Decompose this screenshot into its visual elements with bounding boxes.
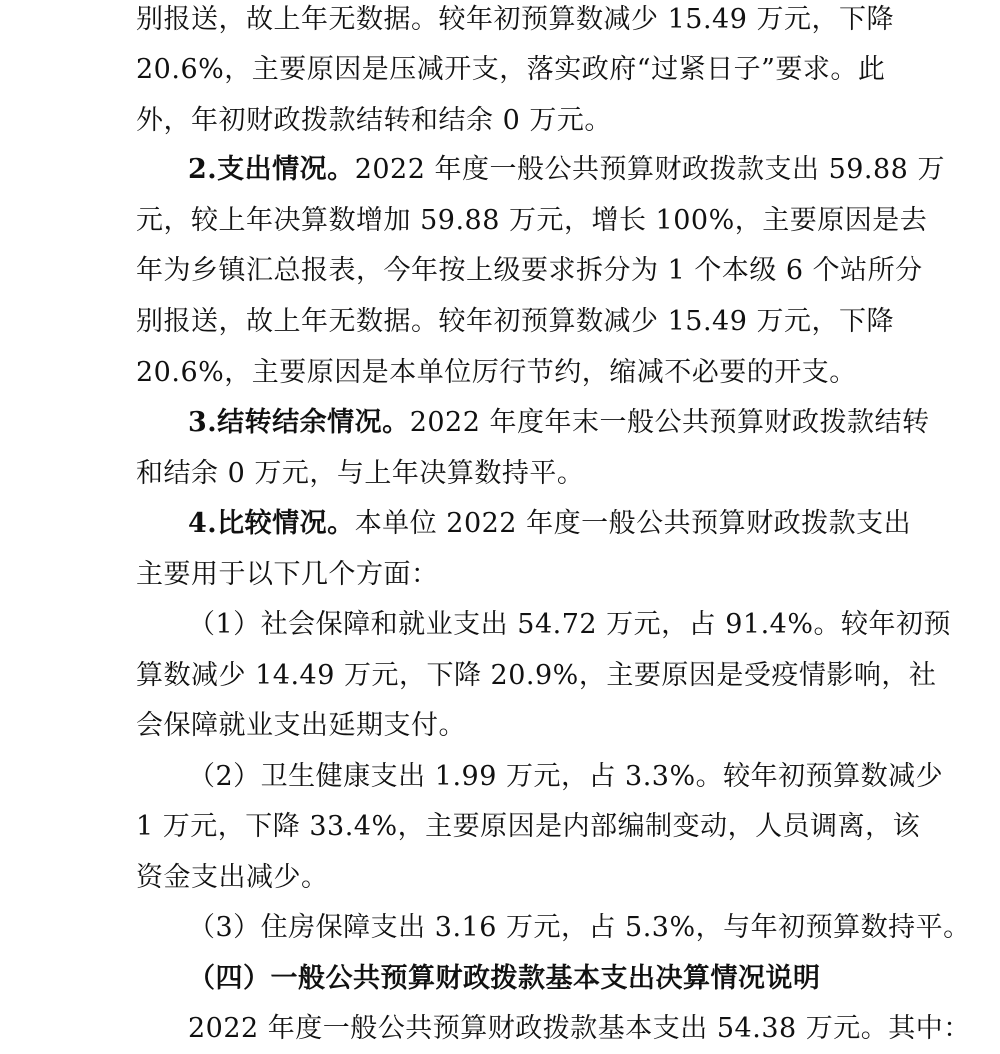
paragraph-heading: 4.比较情况。 — [188, 508, 355, 539]
paragraph-first-line — [188, 145, 945, 195]
paragraph-heading: 3.结转结余情况。 — [188, 407, 410, 438]
text-line: 别报送，故上年无数据。较年初预算数减少 15.49 万元，下降 — [136, 4, 894, 35]
text-line: 别报送，故上年无数据。较年初预算数减少 15.49 万元，下降 — [136, 306, 894, 337]
text-line: 2022 年度年末一般公共预算财政拨款结转 — [409, 407, 930, 438]
paragraph-first-line — [188, 398, 929, 448]
text-line: 20.6%，主要原因是压减开支，落实政府“过紧日子”要求。此 — [136, 54, 886, 85]
text-line: 元，较上年决算数增加 59.88 万元，增长 100%，主要原因是去 — [136, 205, 928, 236]
paragraph-first-line — [188, 499, 911, 549]
text-line: 年为乡镇汇总报表，今年按上级要求拆分为 1 个本级 6 个站所分 — [136, 255, 923, 286]
text-line: 1 万元，下降 33.4%，主要原因是内部编制变动，人员调离，该 — [136, 811, 921, 842]
text-line: 资金支出减少。 — [136, 862, 329, 893]
text-line: 本单位 2022 年度一般公共预算财政拨款支出 — [354, 508, 912, 539]
list-item: （1）社会保障和就业支出 54.72 万元，占 91.4%。较年初预 — [188, 609, 951, 640]
text-line: 算数减少 14.49 万元，下降 20.9%，主要原因是受疫情影响，社 — [136, 660, 937, 691]
text-line: 会保障就业支出延期支付。 — [136, 710, 466, 741]
list-item: （2）卫生健康支出 1.99 万元，占 3.3%。较年初预算数减少 — [188, 761, 944, 792]
text-line: 主要用于以下几个方面： — [136, 559, 439, 590]
paragraph-heading: 2.支出情况。 — [188, 154, 355, 185]
text-line: 和结余 0 万元，与上年决算数持平。 — [136, 458, 585, 489]
text-line: 2022 年度一般公共预算财政拨款基本支出 54.38 万元。其中： — [188, 1013, 971, 1044]
text-line: 2022 年度一般公共预算财政拨款支出 59.88 万 — [354, 154, 945, 185]
text-line: 外，年初财政拨款结转和结余 0 万元。 — [136, 105, 612, 136]
list-item: （3）住房保障支出 3.16 万元，占 5.3%，与年初预算数持平。 — [188, 912, 971, 943]
section-heading: （四）一般公共预算财政拨款基本支出决算情况说明 — [188, 963, 821, 994]
text-line: 20.6%，主要原因是本单位厉行节约，缩减不必要的开支。 — [136, 357, 857, 388]
